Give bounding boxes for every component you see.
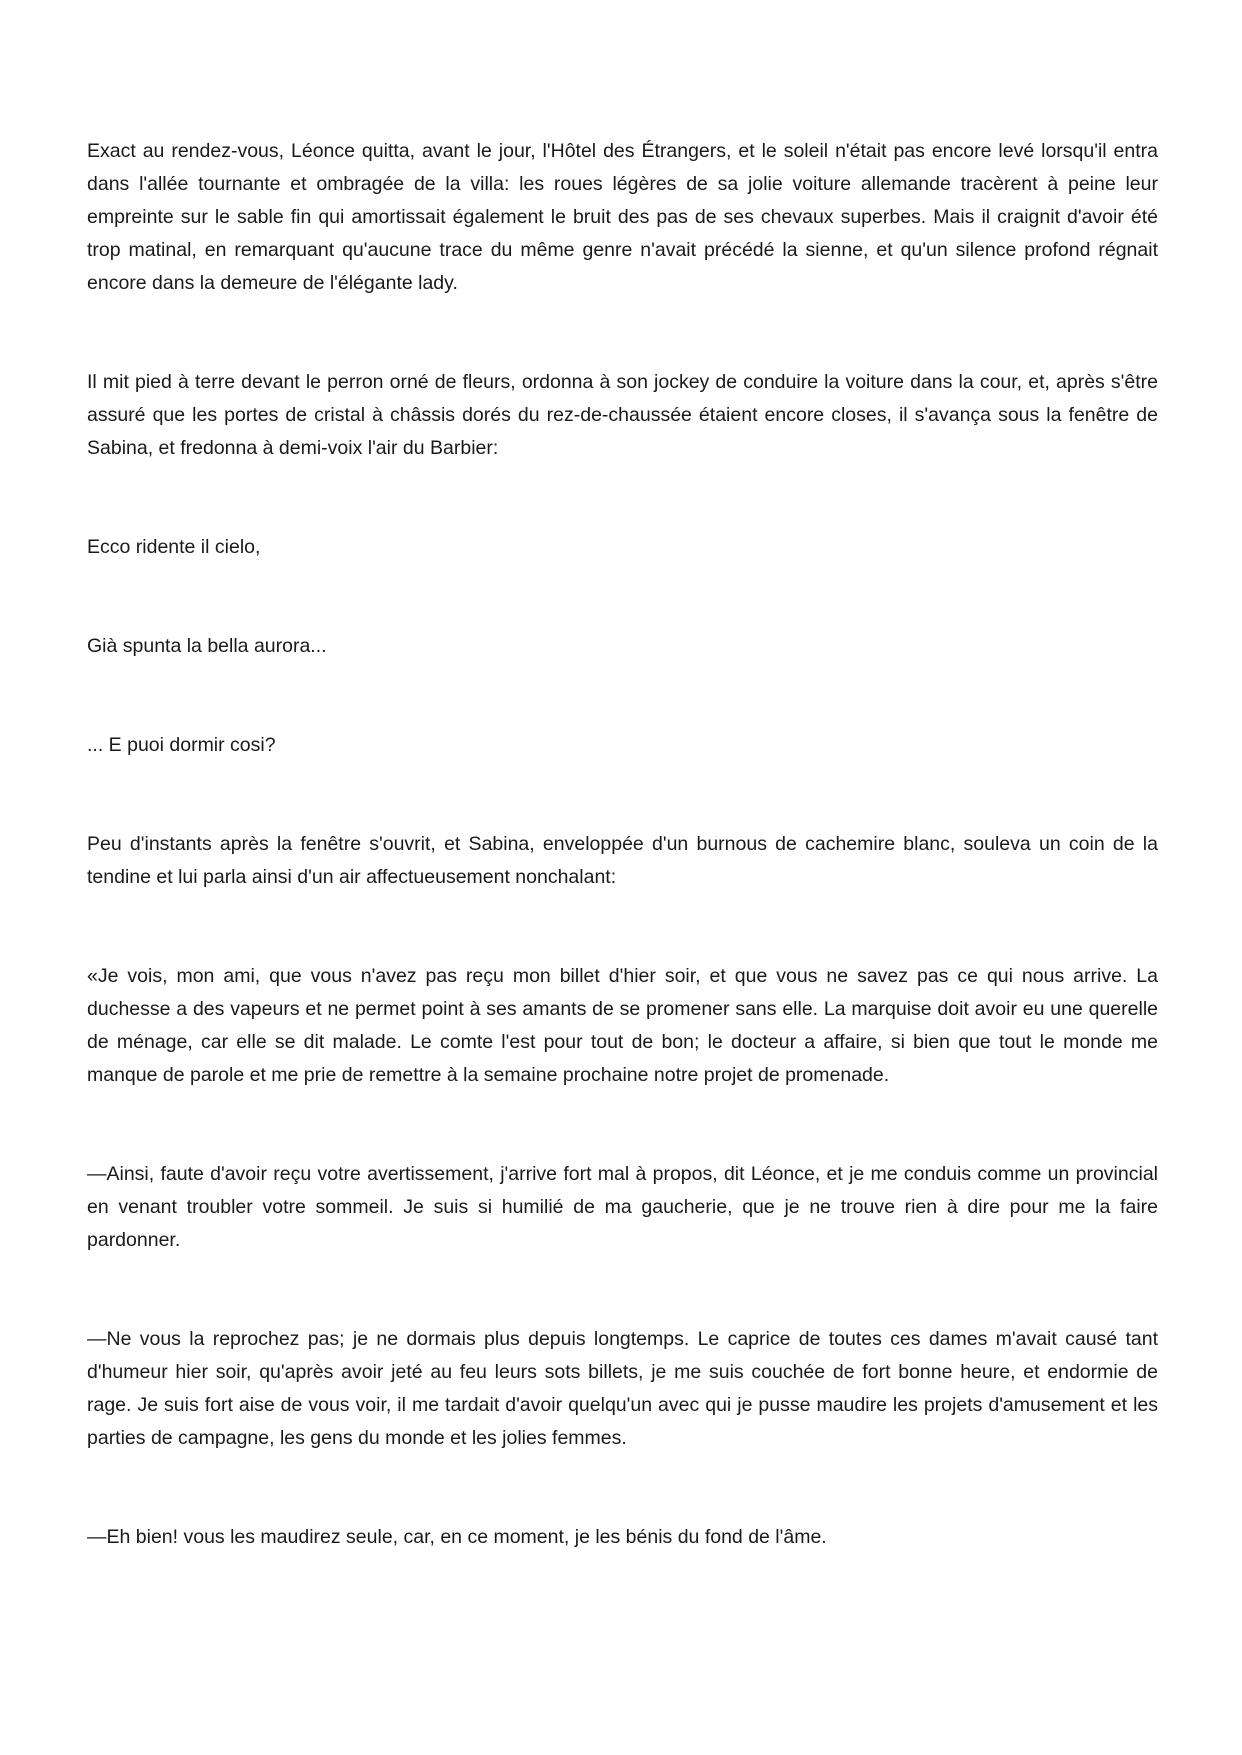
verse-line-3: ... E puoi dormir cosi? — [87, 734, 276, 756]
paragraph-serenade: Il mit pied à terre devant le perron orné de fleurs, ordonna à son jockey de conduire la voiture dans la cour, et, après s'être assuré que les portes de cristal à châssis dorés du rez-de-chaussée étaient encore closes, il s'avança sous la fenêtre de Sabina, et fredonna à demi-voix l'air du Barbier: — [87, 371, 1158, 459]
paragraph-sabina-speech: «Je vois, mon ami, que vous n'avez pas reçu mon billet d'hier soir, et que vous ne savez pas ce qui nous arrive. La duchesse a des vapeurs et ne permet point à ses amants de se promener sans elle. La marquise doit avoir eu une querelle de ménage, car elle se dit malade. Le comte l'est pour tout de bon; le docteur a affaire, si bien que tout le monde me manque de parole et me prie de remettre à la semaine prochaine notre projet de promenade. — [87, 965, 1158, 1086]
paragraph-arrival: Exact au rendez-vous, Léonce quitta, avant le jour, l'Hôtel des Étrangers, et le soleil n'était pas encore levé lorsqu'il entra dans l'allée tournante et ombragée de la villa: les roues légères de sa jolie voiture allemande tracèrent à peine leur empreinte sur le sable fin qui amortissait également le bruit des pas de ses chevaux superbes. Mais il craignit d'avoir été trop matinal, en remarquant qu'aucune trace du même genre n'avait précédé la sienne, et qu'un silence profond régnait encore dans la demeure de l'élégante lady. — [87, 140, 1158, 294]
paragraph-sabina-reply: —Ne vous la reprochez pas; je ne dormais plus depuis longtemps. Le caprice de toutes ces dames m'avait causé tant d'humeur hier soir, qu'après avoir jeté au feu leurs sots billets, je me suis couchée de fort bonne heure, et endormie de rage. Je suis fort aise de vous voir, il me tardait d'avoir quelqu'un avec qui je pusse maudire les projets d'amusement et les parties de campagne, les gens du monde et les jolies femmes. — [87, 1328, 1158, 1449]
verse-line-2: Già spunta la bella aurora... — [87, 635, 327, 657]
document-page — [87, 135, 1158, 1620]
paragraph-final: —Eh bien! vous les maudirez seule, car, en ce moment, je les bénis du fond de l'âme. — [87, 1526, 827, 1548]
verse-line-1: Ecco ridente il cielo, — [87, 536, 261, 558]
paragraph-leonce-reply: —Ainsi, faute d'avoir reçu votre avertissement, j'arrive fort mal à propos, dit Léonce, et je me conduis comme un provincial en venant troubler votre sommeil. Je suis si humilié de ma gaucherie, que je ne trouve rien à dire pour me la faire pardonner. — [87, 1163, 1158, 1251]
paragraph-window: Peu d'instants après la fenêtre s'ouvrit, et Sabina, enveloppée d'un burnous de cachemire blanc, souleva un coin de la tendine et lui parla ainsi d'un air affectueusement nonchalant: — [87, 833, 1158, 888]
